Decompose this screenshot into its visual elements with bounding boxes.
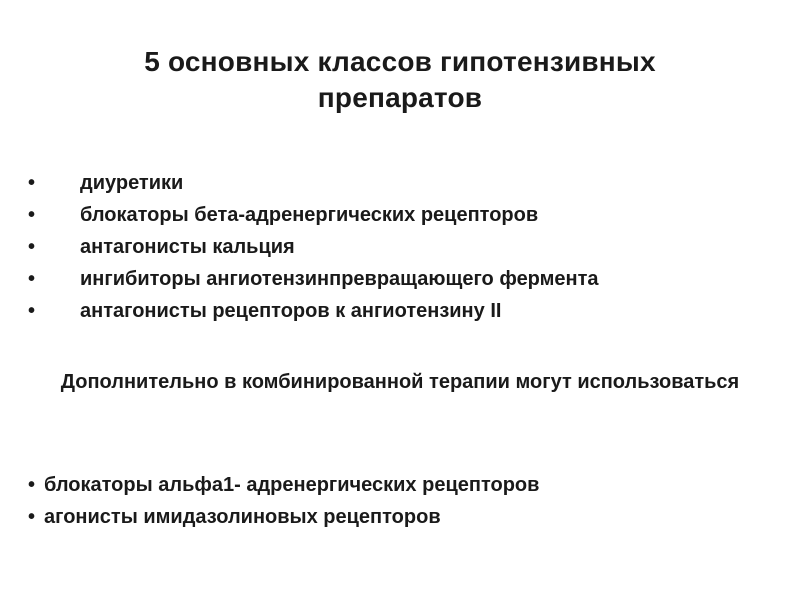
bullet-icon: • bbox=[28, 172, 36, 194]
list-item-text: агонисты имидазолиновых рецепторов bbox=[44, 506, 441, 528]
subheading: Дополнительно в комбинированной терапии могут использоваться bbox=[60, 371, 740, 393]
bullet-icon: • bbox=[28, 300, 36, 322]
list-item-text: диуретики bbox=[80, 172, 184, 194]
bullet-icon: • bbox=[28, 204, 36, 226]
bullet-icon: • bbox=[28, 268, 36, 290]
bullet-icon: • bbox=[28, 474, 36, 496]
list-item-text: блокаторы альфа1- адренергических рецепторов bbox=[44, 474, 540, 496]
list-item-text: блокаторы бета-адренергических рецепторов bbox=[80, 204, 539, 226]
list-item bbox=[28, 199, 599, 231]
bullet-icon: • bbox=[28, 506, 36, 528]
bullet-icon: • bbox=[28, 236, 36, 258]
list-item bbox=[28, 469, 539, 501]
list-item bbox=[28, 167, 599, 199]
list-item bbox=[28, 501, 539, 533]
list-item-text: ингибиторы ангиотензинпревращающего фермента bbox=[80, 268, 599, 290]
list-item bbox=[28, 295, 599, 327]
additional-classes-list bbox=[28, 469, 539, 533]
main-classes-list bbox=[28, 167, 599, 327]
list-item-text: антагонисты кальция bbox=[80, 236, 295, 258]
list-item-text: антагонисты рецепторов к ангиотензину II bbox=[80, 300, 502, 322]
list-item bbox=[28, 231, 599, 263]
list-item bbox=[28, 263, 599, 295]
slide-title: 5 основных классов гипотензивных препаратов bbox=[144, 46, 656, 113]
